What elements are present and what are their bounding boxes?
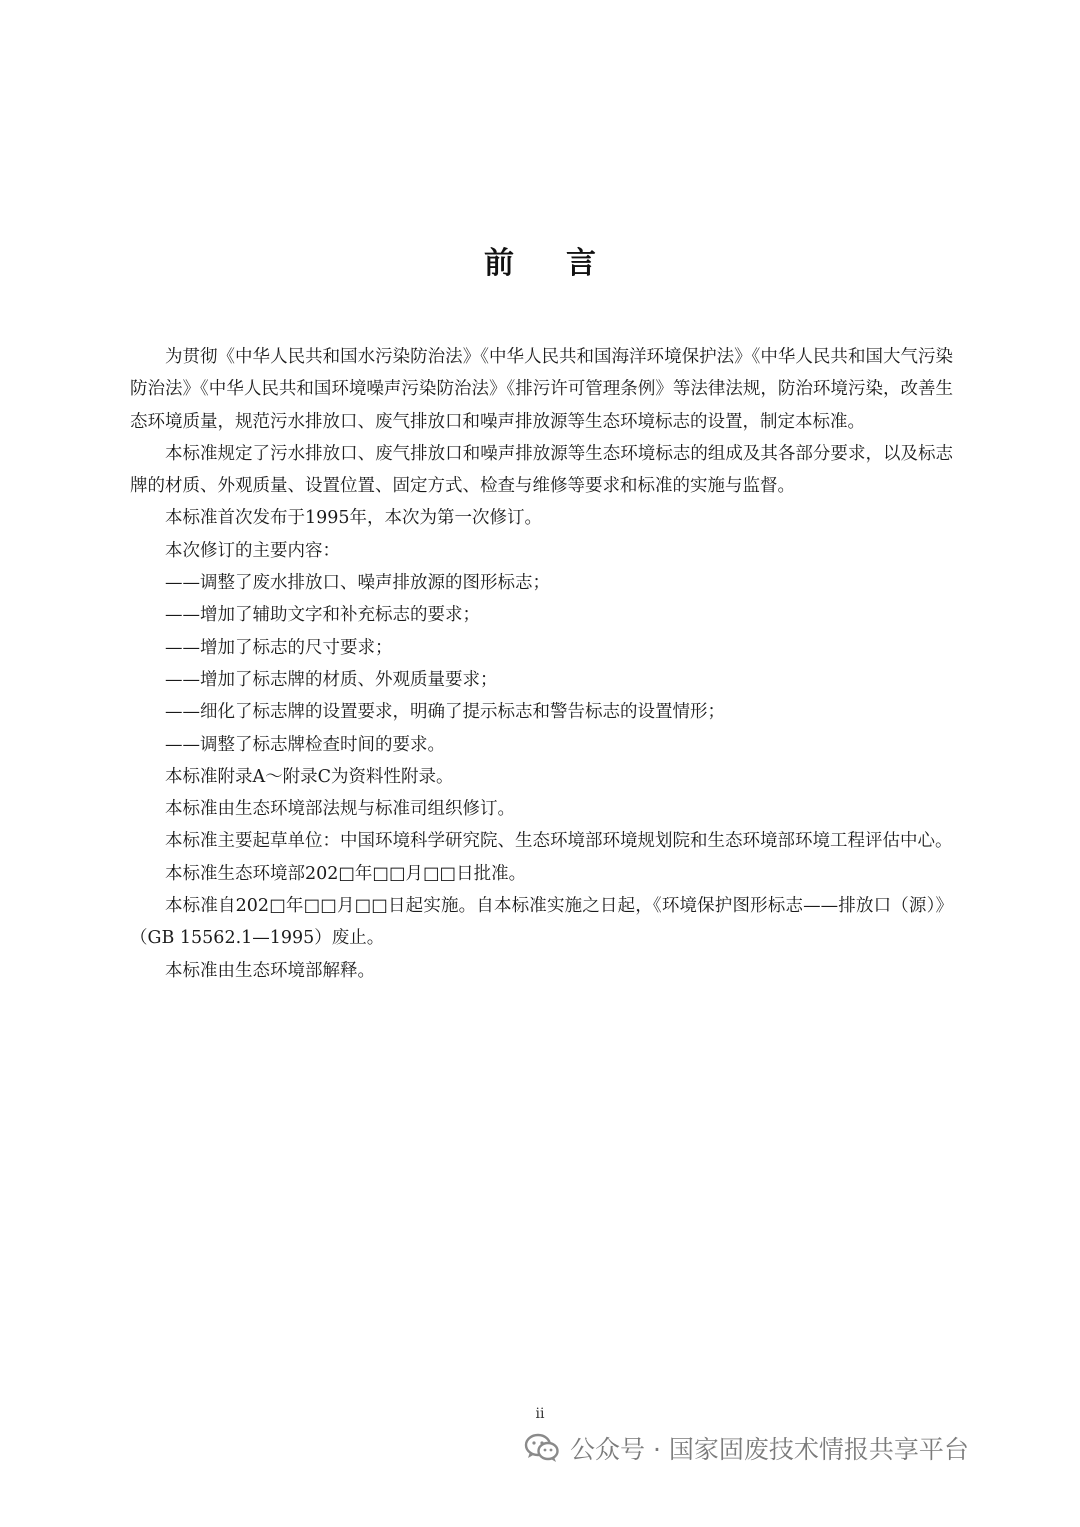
- paragraph: 本标准由生态环境部解释。: [165, 960, 375, 981]
- paragraph: 本标准自202□年□□月□□日起实施。自本标准实施之日起，《环境保护图形标志——排放口（源）》（GB 15562.1—1995）废止。: [130, 896, 953, 949]
- paragraph: 本标准主要起草单位：中国环境科学研究院、生态环境部环境规划院和生态环境部环境工程评估中心。: [165, 831, 953, 852]
- paragraph: 本标准首次发布于1995年，本次为第一次修订。: [165, 508, 543, 529]
- paragraph: 本标准规定了污水排放口、废气排放口和噪声排放源等生态环境标志的组成及其各部分要求，以及标志牌的材质、外观质量、设置位置、固定方式、检查与维修等要求和标准的实施与监督。: [130, 443, 953, 497]
- paragraph: 本次修订的主要内容：: [165, 540, 340, 561]
- paragraph: 本标准由生态环境部法规与标准司组织修订。: [165, 799, 515, 820]
- revision-item: ——增加了标志的尺寸要求；: [165, 637, 393, 658]
- watermark-text: 公众号 · 国家固废技术情报共享平台: [570, 1435, 969, 1464]
- paragraph: 为贯彻《中华人民共和国水污染防治法》《中华人民共和国海洋环境保护法》《中华人民共和国大气污染防治法》《中华人民共和国环境噪声污染防治法》《排污许可管理条例》等法律法规，防治环境污染，改善生态环境质量，规范污水排放口、废气排放口和噪声排放源等生态环境标志的设置，制定本标准。: [130, 347, 953, 432]
- paragraph: 本标准附录A～附录C为资料性附录。: [165, 766, 454, 787]
- revision-item: ——增加了辅助文字和补充标志的要求；: [165, 605, 480, 626]
- paragraph: 本标准生态环境部202□年□□月□□日批准。: [165, 863, 527, 884]
- revision-item: ——细化了标志牌的设置要求，明确了提示标志和警告标志的设置情形；: [165, 702, 725, 723]
- page-number: ii: [535, 1406, 545, 1422]
- page-title: 前言: [484, 246, 648, 281]
- revision-item: ——调整了标志牌检查时间的要求。: [165, 734, 445, 755]
- watermark: [524, 1426, 969, 1470]
- revision-item: ——增加了标志牌的材质、外观质量要求；: [165, 669, 498, 690]
- preface-body: [130, 341, 953, 987]
- revision-item: ——调整了废水排放口、噪声排放源的图形标志；: [165, 573, 550, 594]
- wechat-icon: [524, 1433, 560, 1463]
